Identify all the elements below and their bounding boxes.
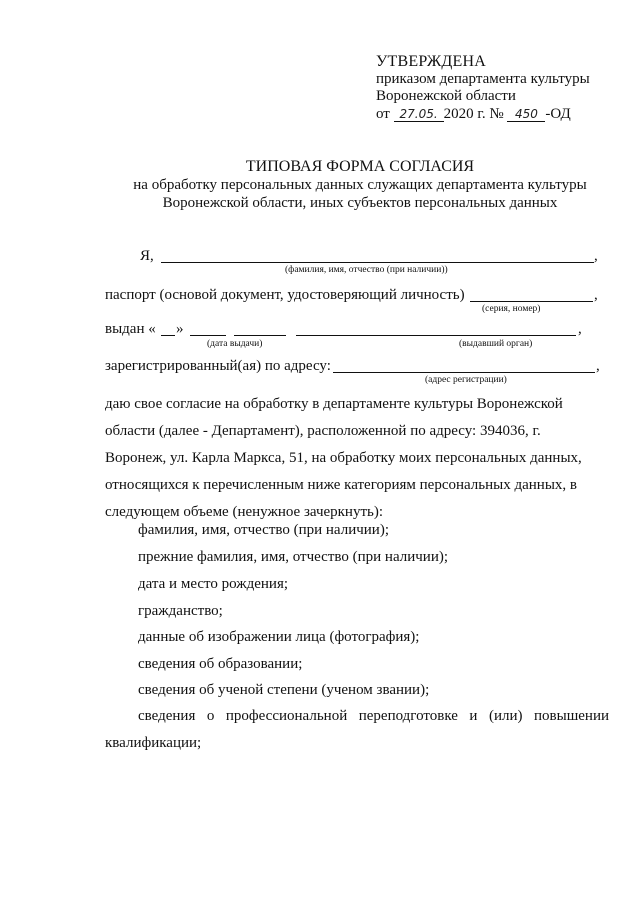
- issuing-authority-field[interactable]: [296, 335, 576, 336]
- list-item: фамилия, имя, отчество (при наличии);: [138, 522, 389, 538]
- approval-order-line: приказом департамента культуры: [376, 70, 590, 87]
- list-item: гражданство;: [138, 603, 223, 619]
- handwritten-date: 27.05.: [394, 108, 444, 122]
- registration-comma: ,: [596, 358, 600, 374]
- issued-quote-close: »: [176, 321, 184, 337]
- approval-block: [376, 53, 590, 123]
- handwritten-order-number: 450: [507, 108, 545, 122]
- issued-month-field[interactable]: [190, 335, 226, 336]
- issued-year-field[interactable]: [234, 335, 286, 336]
- form-title: ТИПОВАЯ ФОРМА СОГЛАСИЯ: [245, 158, 475, 175]
- consent-line-2: области (далее - Департамент), расположенной по адресу: 394036, г.: [105, 423, 541, 439]
- passport-caption: (серия, номер): [482, 304, 541, 314]
- approval-title: УТВЕРЖДЕНА: [376, 53, 487, 70]
- consent-line-3: Воронеж, ул. Карла Маркса, 51, на обработку моих персональных данных,: [105, 450, 582, 466]
- i-comma: ,: [594, 248, 598, 264]
- issued-label: выдан «: [105, 321, 156, 337]
- full-name-caption: (фамилия, имя, отчество (при наличии)): [285, 265, 448, 275]
- approval-region-line: Воронежской области: [376, 88, 516, 104]
- consent-line-5: следующем объеме (ненужное зачеркнуть):: [105, 504, 384, 520]
- i-label: Я,: [140, 248, 154, 264]
- consent-line-4: относящихся к перечисленным ниже категориям персональных данных, в: [105, 477, 577, 493]
- form-subtitle-line-2: Воронежской области, иных субъектов персональных данных: [162, 195, 558, 211]
- list-item: данные об изображении лица (фотография);: [138, 629, 420, 645]
- issued-day-field[interactable]: [161, 335, 175, 336]
- list-item: дата и место рождения;: [138, 576, 289, 592]
- registration-label: зарегистрированный(ая) по адресу:: [105, 358, 331, 374]
- passport-label: паспорт (основой документ, удостоверяющий личность): [105, 287, 465, 303]
- approval-date-line: [376, 106, 590, 124]
- list-item: сведения об образовании;: [138, 656, 303, 672]
- passport-field[interactable]: [470, 301, 593, 302]
- full-name-field[interactable]: [161, 262, 594, 263]
- approval-from-label: от: [376, 105, 390, 122]
- passport-comma: ,: [594, 287, 598, 303]
- registration-address-field[interactable]: [333, 372, 595, 373]
- issue-date-caption: (дата выдачи): [207, 339, 263, 349]
- list-item: сведения об ученой степени (ученом звании);: [138, 682, 430, 698]
- registration-address-caption: (адрес регистрации): [425, 375, 507, 385]
- consent-paragraph: [105, 391, 609, 526]
- issuing-authority-caption: (выдавший орган): [459, 339, 533, 349]
- approval-suffix: -ОД: [545, 105, 571, 122]
- list-item: прежние фамилия, имя, отчество (при наличии);: [138, 549, 449, 565]
- list-item: сведения о профессиональной переподготовке и (или) повышении квалификации;: [105, 708, 609, 751]
- consent-line-1: даю свое согласие на обработку в департаменте культуры Воронежской: [105, 396, 563, 412]
- approval-year-text: 2020 г. №: [443, 105, 504, 122]
- issued-comma: ,: [578, 321, 582, 337]
- form-subtitle-line-1: на обработку персональных данных служащих департамента культуры: [133, 177, 587, 193]
